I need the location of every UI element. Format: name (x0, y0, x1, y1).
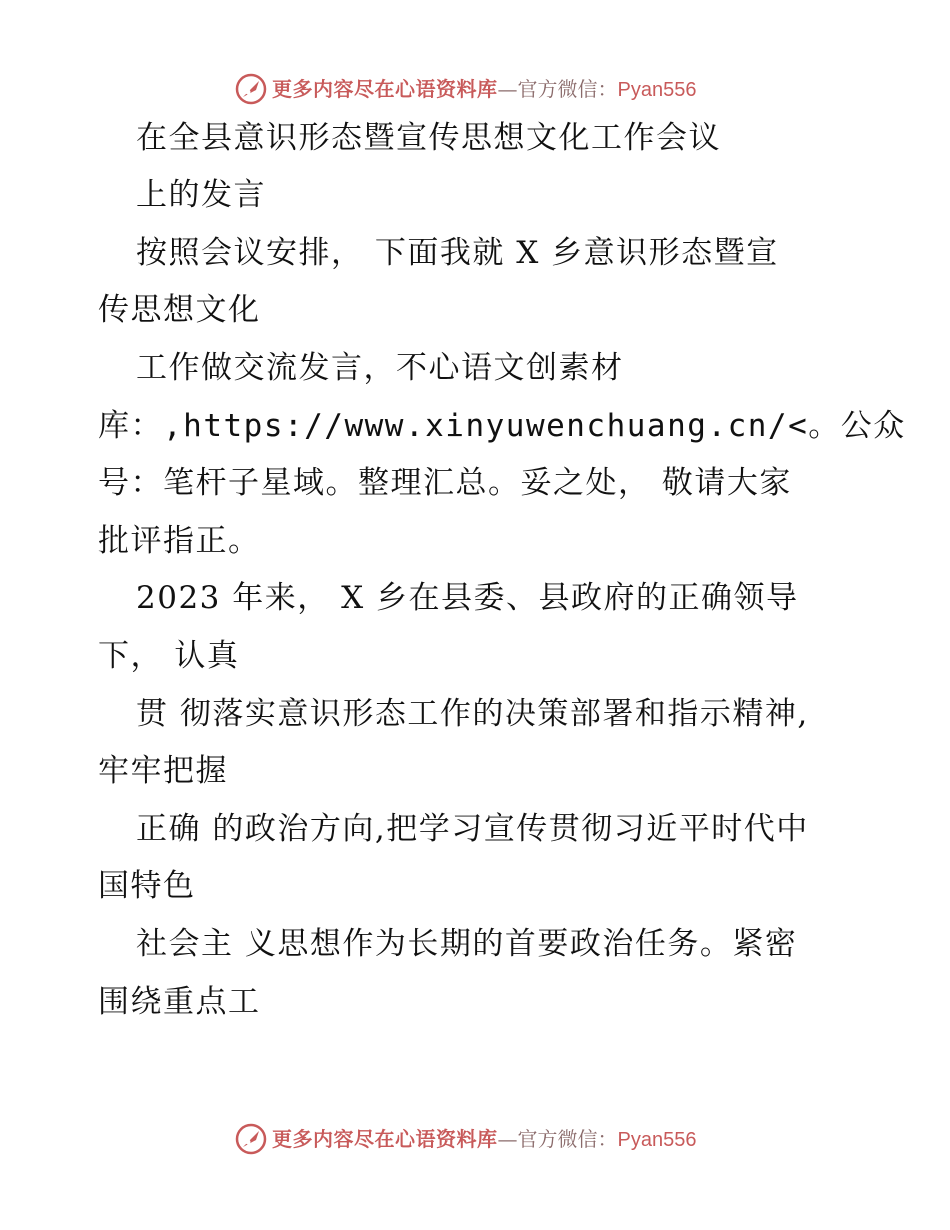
paragraph-line: 按照会议安排， 下面我就 X 乡意识形态暨宣 (136, 235, 779, 271)
paragraph-line: 围绕重点工 (98, 984, 261, 1020)
paragraph-line: 2023 年来， X 乡在县委、县政府的正确领导 (136, 580, 799, 616)
watermark-dash: — (497, 1127, 518, 1151)
watermark-text (272, 77, 696, 102)
watermark-label: 官方微信： (517, 1127, 618, 1151)
paragraph-line: 库：,https://www.xinyuwenchuang.cn/<。公众 (98, 408, 906, 444)
title-line-1: 在全县意识形态暨宣传思想文化工作会议 (136, 120, 721, 156)
paragraph-line: 批评指正。 (98, 523, 261, 559)
watermark-main: 更多内容尽在心语资料库 (272, 77, 498, 101)
paragraph-line: 社会主 义思想作为长期的首要政治任务。紧密 (136, 926, 798, 962)
watermark-footer (0, 1120, 950, 1160)
watermark-dash: — (497, 77, 518, 101)
paragraph-line: 牢牢把握 (98, 753, 228, 789)
watermark-text (272, 1127, 696, 1152)
quill-logo-icon (234, 72, 268, 106)
paragraph-line: 下， 认真 (98, 638, 240, 674)
paragraph-line: 正确 的政治方向,把学习宣传贯彻习近平时代中 (136, 811, 809, 847)
paragraph-line: 贯 彻落实意识形态工作的决策部署和指示精神, (136, 696, 809, 732)
watermark-label: 官方微信： (517, 77, 618, 101)
quill-logo-icon (234, 1122, 268, 1156)
title-line-2: 上的发言 (136, 177, 266, 213)
watermark-id: Pyan556 (617, 79, 697, 101)
paragraph-line: 号：笔杆子星域。整理汇总。妥之处， 敬请大家 (98, 465, 792, 501)
watermark-main: 更多内容尽在心语资料库 (272, 1127, 498, 1151)
paragraph-line: 国特色 (98, 868, 196, 904)
watermark-header (0, 70, 950, 110)
paragraph-line: 传思想文化 (98, 292, 261, 328)
paragraph-line: 工作做交流发言，不心语文创素材 (136, 350, 624, 386)
watermark-id: Pyan556 (617, 1129, 697, 1151)
